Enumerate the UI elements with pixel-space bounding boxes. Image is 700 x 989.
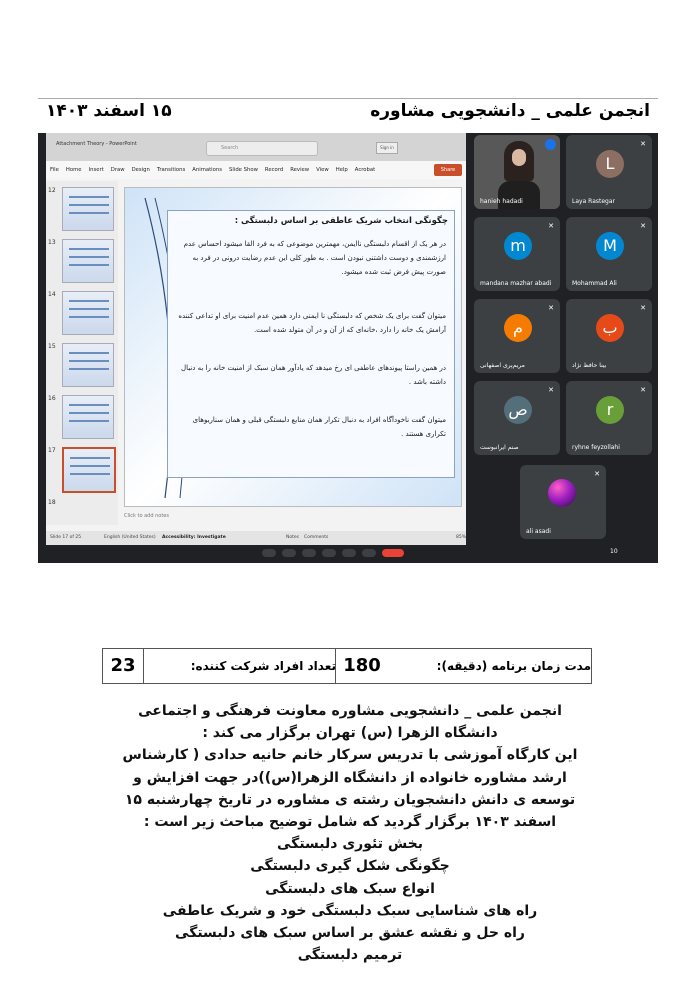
participant-count-badge[interactable]: 10 xyxy=(610,548,618,555)
mic-muted-icon: ✕ xyxy=(594,470,600,478)
meeting-toolbar xyxy=(38,545,658,563)
menu-animations[interactable]: Animations xyxy=(192,167,223,173)
mic-muted-icon: ✕ xyxy=(640,140,646,148)
participant-avatar: م xyxy=(504,314,532,342)
participant-tile[interactable] xyxy=(566,135,652,209)
participant-avatar: M xyxy=(596,232,624,260)
zoom-level[interactable]: 85% xyxy=(456,535,467,540)
mic-muted-icon: ✕ xyxy=(640,304,646,312)
slide-heading: چگونگی انتخاب شریک عاطفی بر اساس دلبستگی : xyxy=(234,216,448,226)
topic-item: راه های شناسایی سبک دلبستگی خود و شریک عاطفی xyxy=(162,902,538,919)
participant-avatar: ب xyxy=(596,314,624,342)
slide-thumbnail[interactable] xyxy=(62,187,114,231)
camera-button[interactable] xyxy=(282,549,296,557)
ppt-status-bar xyxy=(46,531,466,545)
notes-button[interactable]: Notes xyxy=(286,535,299,540)
thumb-number: 14 xyxy=(48,291,56,298)
mic-button[interactable] xyxy=(262,549,276,557)
language-indicator[interactable]: English (United States) xyxy=(104,535,156,540)
share-button[interactable]: Share xyxy=(434,164,462,176)
menu-view[interactable]: View xyxy=(316,167,329,173)
slide-paragraph: میتوان گفت برای یک شخص که دلبستگی نا ایمنی دارد همین عدم امنیت برای او تداعی کننده آرامش یک خانه را دارد ،خانه‌ای که از آن و در آن متولد شده است. xyxy=(178,312,446,334)
menu-acrobat[interactable]: Acrobat xyxy=(354,167,376,173)
more-options-button[interactable] xyxy=(362,549,376,557)
body-line: اسفند ۱۴۰۳ برگزار گردید که شامل توضیح مباحث زیر است : xyxy=(143,814,557,831)
participants-value: 23 xyxy=(110,655,136,676)
mic-muted-icon: ✕ xyxy=(548,304,554,312)
menu-home[interactable]: Home xyxy=(65,167,82,173)
topic-item: راه حل و نقشه عشق بر اساس سبک های دلبستگی xyxy=(175,925,525,942)
participant-tile[interactable] xyxy=(566,381,652,455)
current-slide[interactable] xyxy=(124,187,462,507)
participant-photo-avatar xyxy=(548,479,576,507)
meeting-screenshot xyxy=(38,133,658,563)
slide-thumbnail[interactable] xyxy=(62,395,114,439)
slide-thumbnail[interactable] xyxy=(62,343,114,387)
slide-paragraph: میتوان گفت ناخودآگاه افراد به دنبال تکرار همان منابع دلبستگی قبلی و همان سناریوهای تکراری هستند . xyxy=(192,416,446,438)
raise-hand-button[interactable] xyxy=(322,549,336,557)
ppt-search-box[interactable] xyxy=(206,141,318,156)
participant-name: mandana mazhar abadi xyxy=(480,280,552,287)
captions-button[interactable] xyxy=(302,549,316,557)
body-line: ارشد مشاوره خانواده از دانشگاه الزهرا(س))در جهت افزایش و xyxy=(133,769,567,786)
thumb-number: 13 xyxy=(48,239,56,246)
participant-face xyxy=(512,149,526,166)
participant-tile[interactable] xyxy=(566,299,652,373)
thumb-number: 17 xyxy=(48,447,56,454)
menu-insert[interactable]: Insert xyxy=(88,167,104,173)
menu-slide-show[interactable]: Slide Show xyxy=(229,167,258,173)
participant-name: ryhne feyzollahi xyxy=(572,444,620,451)
body-line: انجمن علمی _ دانشجویی مشاوره معاونت فرهنگی و اجتماعی xyxy=(138,703,562,719)
ppt-search-placeholder: Search xyxy=(221,145,239,151)
powerpoint-window xyxy=(46,133,466,545)
menu-review[interactable]: Review xyxy=(290,167,310,173)
participant-tile[interactable] xyxy=(474,217,560,291)
topic-item: بخش تئوری دلبستگی xyxy=(277,836,423,853)
menu-record[interactable]: Record xyxy=(264,167,284,173)
participant-avatar: m xyxy=(504,232,532,260)
ppt-title-bar xyxy=(46,133,466,161)
thumb-number: 15 xyxy=(48,343,56,350)
participant-avatar: r xyxy=(596,396,624,424)
summary-table xyxy=(102,648,592,684)
body-line: توسعه ی دانش دانشجویان رشته ی مشاوره در تاریخ چهارشنبه ۱۵ xyxy=(124,791,576,808)
participant-name: Laya Rastegar xyxy=(572,198,615,205)
speaking-indicator-icon xyxy=(545,139,556,150)
slide-paragraph: در همین راستا پیوندهای عاطفی ای رخ میدهد که یادآور همان سبک از امنیت خانه را به دنبال داشته باشد . xyxy=(181,364,446,386)
participant-avatar: ص xyxy=(504,396,532,424)
mic-muted-icon: ✕ xyxy=(548,222,554,230)
slide-thumbnails-pane xyxy=(46,181,118,525)
report-body xyxy=(60,700,640,966)
topic-item: ترمیم دلبستگی xyxy=(297,947,403,964)
ppt-signin-button[interactable]: Sign in xyxy=(376,142,398,154)
topic-item: انواع سبک های دلبستگی xyxy=(265,880,435,897)
present-button[interactable] xyxy=(342,549,356,557)
participant-avatar: L xyxy=(596,150,624,178)
ppt-window-title: Attachment Theory - PowerPoint xyxy=(56,141,137,147)
participant-name: بینا حافظ نژاد xyxy=(572,362,607,369)
participants-label: تعداد افراد شرکت کننده: xyxy=(143,649,344,683)
participant-tile[interactable] xyxy=(520,465,606,539)
participant-tile[interactable] xyxy=(474,381,560,455)
menu-draw[interactable]: Draw xyxy=(110,167,125,173)
mic-muted-icon: ✕ xyxy=(548,386,554,394)
menu-design[interactable]: Design xyxy=(131,167,150,173)
menu-help[interactable]: Help xyxy=(335,167,348,173)
mic-muted-icon: ✕ xyxy=(640,386,646,394)
thumb-number: 16 xyxy=(48,395,56,402)
ppt-ribbon-menu xyxy=(46,161,466,179)
body-line: دانشگاه الزهرا (س) تهران برگزار می کند : xyxy=(202,725,498,742)
slide-paragraph: در هر یک از اقسام دلبستگی ناایمن، مهمترین موضوعی که به فرد القا میشود احساس عدم ارزشمندی و دوست داشتنی نبودن است . به طور کلی این عدم رضایت درونی در فرد به صورت پیش فرض ثبت شده میشود. xyxy=(183,240,446,276)
duration-label: مدت زمان برنامه (دقیقه): xyxy=(436,659,591,673)
participant-name: hanieh hadadi xyxy=(480,198,523,205)
accessibility-indicator[interactable]: Accessibility: Investigate xyxy=(162,535,226,540)
comments-button[interactable]: Comments xyxy=(304,535,329,540)
slide-thumbnail[interactable] xyxy=(62,291,114,335)
header-date: ۱۵ اسفند ۱۴۰۳ xyxy=(46,101,172,121)
participant-name: Mohammad Ali xyxy=(572,280,617,287)
thumb-number: 12 xyxy=(48,187,56,194)
topic-item: چگونگی شکل گیری دلبستگی xyxy=(250,858,450,875)
participant-name: صنم ایرانبوست xyxy=(480,444,519,451)
body-line: این کارگاه آموزشی با تدریس سرکار خانم حانیه حدادی ( کارشناس xyxy=(122,747,578,764)
participant-name: مریم‌پری اصفهانی xyxy=(480,362,525,369)
participant-name: ali asadi xyxy=(526,528,551,535)
slide-thumbnail-selected[interactable] xyxy=(62,447,116,493)
mic-muted-icon: ✕ xyxy=(640,222,646,230)
thumb-number: 18 xyxy=(48,499,56,506)
menu-file[interactable]: File xyxy=(50,167,59,173)
participant-tile[interactable] xyxy=(566,217,652,291)
slide-count: Slide 17 of 25 xyxy=(50,535,82,540)
menu-transitions[interactable]: Transitions xyxy=(156,167,186,173)
slide-content-box xyxy=(167,210,455,478)
participant-tile[interactable] xyxy=(474,299,560,373)
duration-value: 180 xyxy=(335,649,388,683)
end-call-button[interactable] xyxy=(382,549,404,557)
report-header xyxy=(38,98,658,133)
slide-thumbnail[interactable] xyxy=(62,239,114,283)
notes-placeholder[interactable]: Click to add notes xyxy=(124,513,169,519)
header-title: انجمن علمی _ دانشجویی مشاوره xyxy=(370,101,650,121)
participant-tile-camera[interactable] xyxy=(474,135,560,209)
